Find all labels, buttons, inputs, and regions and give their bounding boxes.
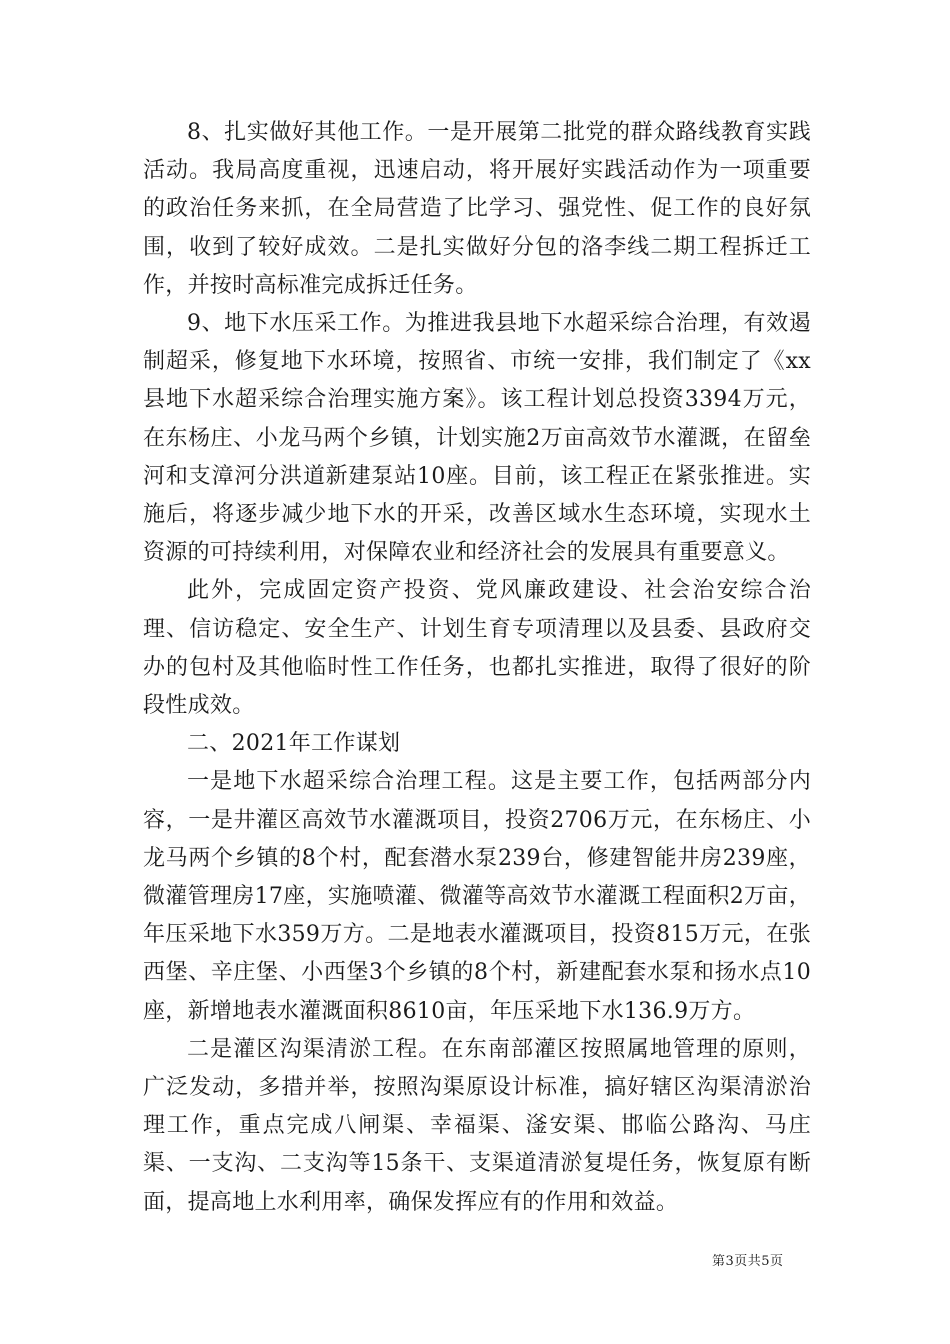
paragraph-additional-tasks: 此外，完成固定资产投资、党风廉政建设、社会治安综合治理、信访稳定、安全生产、计划生育专项清理以及县委、县政府交办的包村及其他临时性工作任务，也都扎实推进，取得了很好的阶段性成效。: [143, 578, 811, 719]
paragraph-groundwater-project: 一是地下水超采综合治理工程。这是主要工作，包括两部分内容，一是井灌区高效节水灌溉项目，投资2706万元，在东杨庄、小龙马两个乡镇的8个村，配套潜水泵239台，修建智能井房239座，微灌管理房17座，实施喷灌、微灌等高效节水灌溉工程面积2万亩，年压采地下水359万方。二是地表水灌溉项目，投资815万元，在张西堡、辛庄堡、小西堡3个乡镇的8个村，新建配套水泵和扬水点10座，新增地表水灌溉面积8610亩，年压采地下水136.9万方。: [143, 769, 811, 1024]
paragraph-groundwater-work: 9、地下水压采工作。为推进我县地下水超采综合治理，有效遏制超采，修复地下水环境，按照省、市统一安排，我们制定了《xx县地下水超采综合治理实施方案》。该工程计划总投资3394万元，在东杨庄、小龙马两个乡镇，计划实施2万亩高效节水灌溉，在留垒河和支漳河分洪道新建泵站10座。目前，该工程正在紧张推进。实施后，将逐步减少地下水的开采，改善区域水生态环境，实现水土资源的可持续利用，对保障农业和经济社会的发展具有重要意义。: [143, 311, 811, 566]
document-body: [143, 114, 811, 1222]
paragraph-other-work: 8、扎实做好其他工作。一是开展第二批党的群众路线教育实践活动。我局高度重视，迅速启动，将开展好实践活动作为一项重要的政治任务来抓，在全局营造了比学习、强党性、促工作的良好氛围，收到了较好成效。二是扎实做好分包的洛李线二期工程拆迁工作，并按时高标准完成拆迁任务。: [143, 120, 811, 298]
page-number-indicator: 第3页共5页: [712, 1254, 784, 1269]
section-heading-2021-plan: 二、2021年工作谋划: [187, 731, 401, 757]
paragraph-canal-dredging: 二是灌区沟渠清淤工程。在东南部灌区按照属地管理的原则，广泛发动，多措并举，按照沟渠原设计标准，搞好辖区沟渠清淤治理工作，重点完成八闸渠、幸福渠、滏安渠、邯临公路沟、马庄渠、一支沟、二支沟等15条干、支渠道清淤复堤任务，恢复原有断面，提高地上水利用率，确保发挥应有的作用和效益。: [143, 1036, 811, 1215]
